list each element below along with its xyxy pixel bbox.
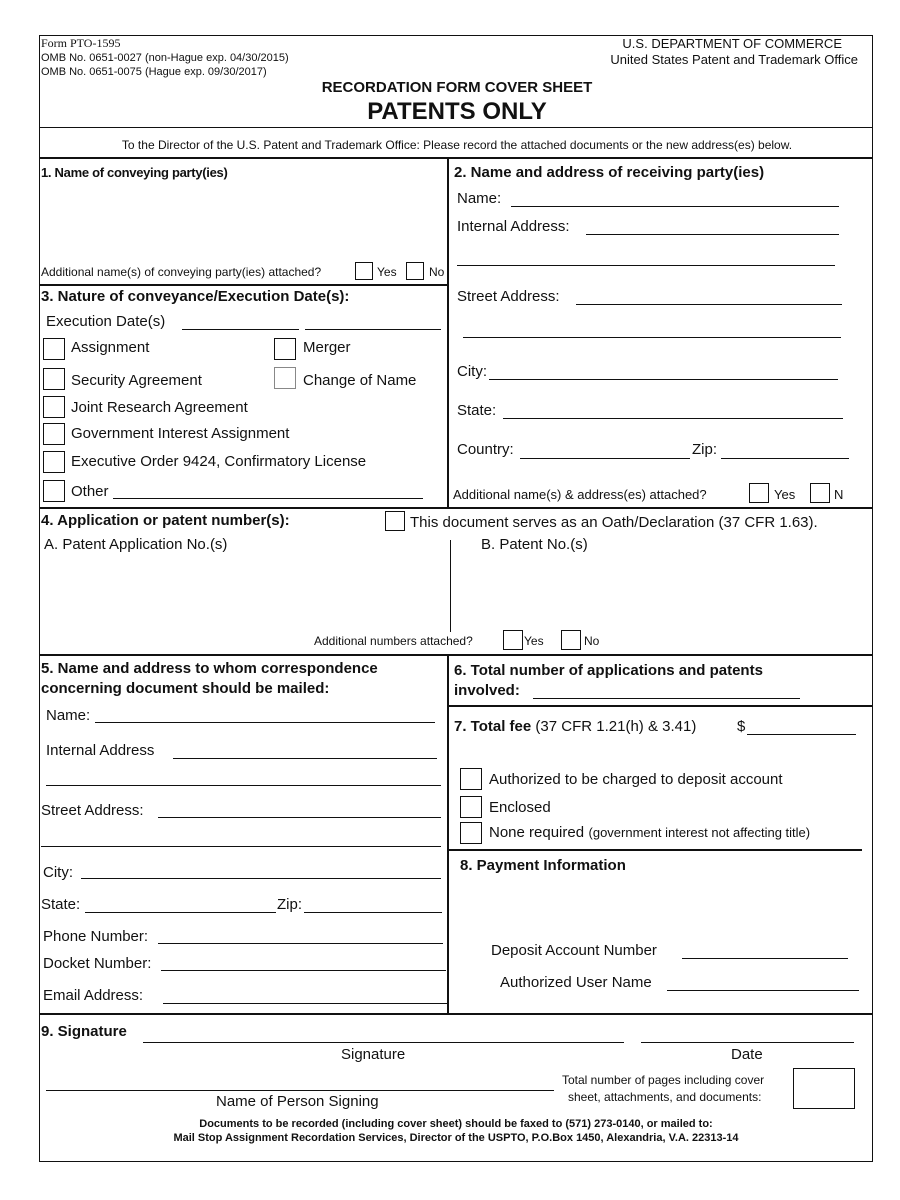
s4-additional-label: Additional numbers attached? (314, 634, 473, 648)
form-number: Form PTO-1595 (41, 36, 121, 50)
merger-checkbox[interactable] (274, 338, 296, 360)
signature-label: Signature (341, 1046, 406, 1063)
merger-label: Merger (303, 339, 351, 356)
deposit-account-number-field[interactable] (682, 958, 848, 959)
recordation-form (39, 35, 873, 1162)
s2-no-checkbox[interactable] (810, 483, 830, 503)
s2-country-label: Country: (457, 441, 514, 458)
change-of-name-label: Change of Name (303, 372, 417, 389)
s5-city-field[interactable] (81, 878, 441, 879)
section-7-heading (454, 718, 696, 735)
joint-research-checkbox[interactable] (43, 396, 65, 418)
oath-declaration-label: This document serves as an Oath/Declaration (37 CFR 1.63). (410, 514, 818, 531)
s5-street-field-2[interactable] (41, 846, 441, 847)
s1-yes-label: Yes (377, 265, 397, 279)
column-divider (447, 654, 449, 1013)
divider (39, 1013, 873, 1015)
none-required-text: None required (489, 824, 585, 841)
patent-application-label: A. Patent Application No.(s) (44, 536, 228, 553)
none-required-label (489, 824, 810, 842)
divider (39, 127, 873, 128)
s5-docket-field[interactable] (161, 970, 446, 971)
security-agreement-label: Security Agreement (71, 372, 202, 389)
divider (39, 284, 448, 286)
s2-internal-field[interactable] (586, 234, 839, 235)
s1-no-label: No (429, 265, 445, 279)
s2-name-field[interactable] (511, 206, 839, 207)
form-subtitle: PATENTS ONLY (367, 98, 547, 125)
s5-internal-field[interactable] (173, 758, 437, 759)
person-signing-field[interactable] (46, 1090, 554, 1091)
s4-no-label: No (584, 634, 600, 648)
s5-internal-label: Internal Address (46, 742, 155, 759)
s2-street-field-2[interactable] (463, 337, 841, 338)
s1-additional-label: Additional name(s) of conveying party(ies) attached? (41, 265, 322, 279)
change-of-name-checkbox[interactable] (274, 367, 296, 389)
divider (39, 157, 873, 159)
form-title: RECORDATION FORM COVER SHEET (321, 79, 593, 96)
deposit-account-number-label: Deposit Account Number (491, 942, 657, 959)
total-applications-field[interactable] (533, 698, 800, 699)
none-required-note: (government interest not affecting title) (588, 825, 811, 840)
date-label: Date (731, 1046, 763, 1063)
execution-date-field-1[interactable] (182, 329, 299, 330)
section-5-heading-line1: 5. Name and address to whom correspondence (41, 660, 378, 677)
authorized-user-label: Authorized User Name (500, 974, 652, 991)
section-6-heading-line2: involved: (454, 682, 520, 699)
s2-yes-checkbox[interactable] (749, 483, 769, 503)
total-pages-field[interactable] (793, 1068, 855, 1109)
s2-no-label: N (834, 487, 844, 502)
divider (447, 705, 873, 707)
s4-yes-checkbox[interactable] (503, 630, 523, 650)
s5-street-field[interactable] (158, 817, 441, 818)
s2-internal-field-2[interactable] (457, 265, 835, 266)
s1-no-checkbox[interactable] (406, 262, 424, 280)
s4-no-checkbox[interactable] (561, 630, 581, 650)
executive-order-label: Executive Order 9424, Confirmatory License (71, 453, 367, 470)
deposit-account-label: Authorized to be charged to deposit account (489, 771, 783, 788)
footer-line-1: Documents to be recorded (including cover sheet) should be faxed to (571) 273-0140, or mailed to: (199, 1118, 713, 1130)
instruction-text: To the Director of the U.S. Patent and Trademark Office: Please record the attached documents or the new address(es) below. (121, 138, 793, 152)
s2-country-field[interactable] (520, 458, 690, 459)
s5-internal-field-2[interactable] (46, 785, 441, 786)
person-signing-label: Name of Person Signing (216, 1093, 379, 1110)
s2-city-field[interactable] (489, 379, 838, 380)
other-label: Other (71, 483, 109, 500)
s5-docket-label: Docket Number: (43, 955, 152, 972)
department-name: U.S. DEPARTMENT OF COMMERCE (622, 36, 842, 51)
none-required-checkbox[interactable] (460, 822, 482, 844)
s2-additional-label: Additional name(s) & address(es) attached? (453, 487, 707, 502)
authorized-user-field[interactable] (667, 990, 859, 991)
s5-street-label: Street Address: (41, 802, 144, 819)
s2-yes-label: Yes (774, 487, 796, 502)
s5-email-field[interactable] (163, 1003, 447, 1004)
section-3-heading: 3. Nature of conveyance/Execution Date(s): (41, 288, 350, 305)
total-fee-reference: (37 CFR 1.21(h) & 3.41) (535, 718, 697, 735)
s2-zip-field[interactable] (721, 458, 849, 459)
total-pages-label-2: sheet, attachments, and documents: (568, 1090, 762, 1104)
s2-state-field[interactable] (503, 418, 843, 419)
divider (39, 654, 873, 656)
s4-yes-label: Yes (524, 634, 544, 648)
s5-phone-label: Phone Number: (43, 928, 149, 945)
s2-internal-label: Internal Address: (457, 218, 570, 235)
s2-zip-label: Zip: (692, 441, 718, 458)
s5-zip-field[interactable] (304, 912, 442, 913)
omb-number-2: OMB No. 0651-0075 (Hague exp. 09/30/2017) (41, 66, 267, 78)
section-2-heading: 2. Name and address of receiving party(ies) (454, 164, 765, 181)
security-agreement-checkbox[interactable] (43, 368, 65, 390)
s5-city-label: City: (43, 864, 73, 881)
s5-name-field[interactable] (95, 722, 435, 723)
s2-city-label: City: (457, 363, 487, 380)
s2-street-label: Street Address: (457, 288, 560, 305)
patent-number-label: B. Patent No.(s) (481, 536, 588, 553)
s5-email-label: Email Address: (43, 987, 144, 1004)
execution-date-field-2[interactable] (305, 329, 441, 330)
s2-name-label: Name: (457, 190, 502, 207)
s2-state-label: State: (457, 402, 497, 419)
date-field[interactable] (641, 1042, 854, 1043)
execution-date-label: Execution Date(s) (46, 313, 166, 330)
office-name: United States Patent and Trademark Office (610, 52, 858, 67)
omb-number-1: OMB No. 0651-0027 (non-Hague exp. 04/30/2015) (41, 52, 289, 64)
other-field[interactable] (113, 498, 423, 499)
section-6-heading-line1: 6. Total number of applications and patents (454, 662, 763, 679)
s2-street-field[interactable] (576, 304, 842, 305)
section-5-heading-line2: concerning document should be mailed: (41, 680, 330, 697)
footer-line-2: Mail Stop Assignment Recordation Services, Director of the USPTO, P.O.Box 1450, Alexandria, V.A. 22313-14 (173, 1132, 739, 1144)
assignment-label: Assignment (71, 339, 150, 356)
section-8-heading: 8. Payment Information (460, 857, 626, 874)
other-checkbox[interactable] (43, 480, 65, 502)
column-divider (450, 540, 451, 632)
s5-name-label: Name: (46, 707, 91, 724)
joint-research-label: Joint Research Agreement (71, 399, 248, 416)
dollar-sign: $ (737, 718, 746, 735)
divider (447, 849, 862, 851)
government-interest-label: Government Interest Assignment (71, 425, 290, 442)
oath-declaration-checkbox[interactable] (385, 511, 405, 531)
government-interest-checkbox[interactable] (43, 423, 65, 445)
assignment-checkbox[interactable] (43, 338, 65, 360)
s5-state-field[interactable] (85, 912, 276, 913)
total-fee-title: 7. Total fee (454, 718, 532, 735)
s1-yes-checkbox[interactable] (355, 262, 373, 280)
deposit-account-checkbox[interactable] (460, 768, 482, 790)
section-4-heading: 4. Application or patent number(s): (41, 512, 290, 529)
total-fee-field[interactable] (747, 734, 856, 735)
enclosed-checkbox[interactable] (460, 796, 482, 818)
section-1-heading: 1. Name of conveying party(ies) (41, 165, 228, 180)
section-9-heading: 9. Signature (41, 1023, 127, 1040)
s5-zip-label: Zip: (277, 896, 303, 913)
total-pages-label-1: Total number of pages including cover (562, 1073, 765, 1087)
enclosed-label: Enclosed (489, 799, 551, 816)
signature-field[interactable] (143, 1042, 624, 1043)
s5-phone-field[interactable] (158, 943, 443, 944)
executive-order-checkbox[interactable] (43, 451, 65, 473)
s5-state-label: State: (41, 896, 81, 913)
divider (39, 507, 873, 509)
column-divider (447, 157, 449, 507)
